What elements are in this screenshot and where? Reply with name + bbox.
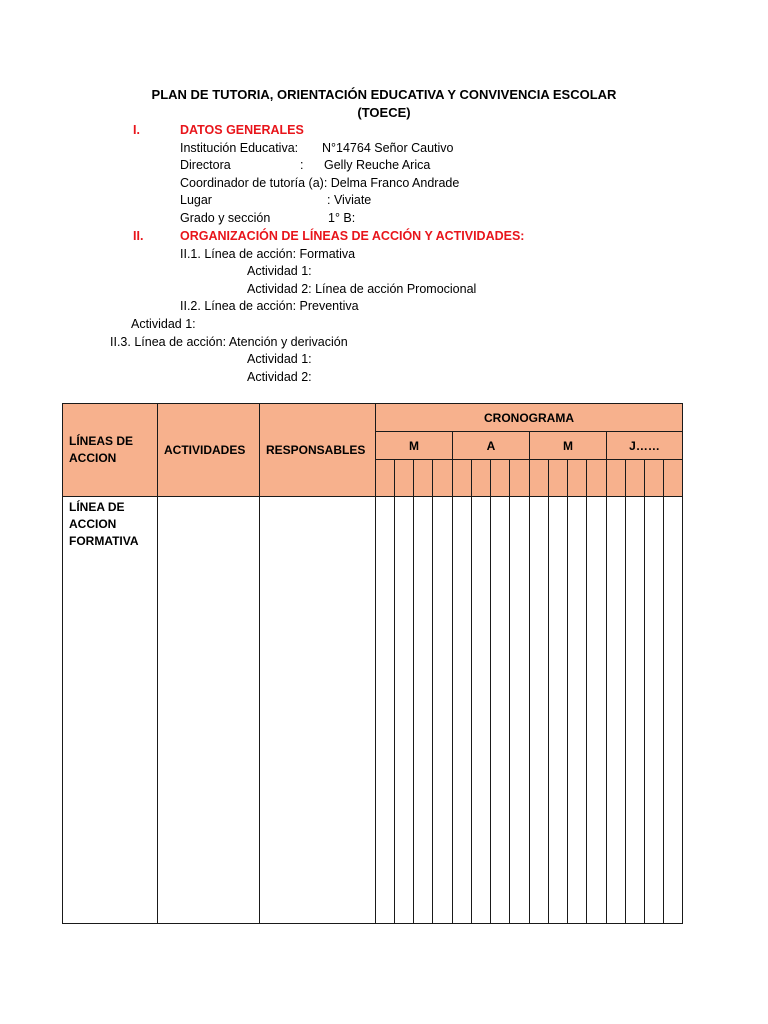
month-header: A xyxy=(453,432,530,460)
schedule-cell xyxy=(376,497,395,924)
row-label-formativa: LÍNEA DE ACCION FORMATIVA xyxy=(63,497,158,924)
week-cell xyxy=(530,460,549,497)
section-2-number: II. xyxy=(133,229,144,243)
line-item: II.1. Línea de acción: Formativa xyxy=(180,247,356,261)
field-lugar-label: Lugar xyxy=(180,193,212,207)
document-subtitle: (TOECE) xyxy=(357,105,411,120)
month-header: M xyxy=(530,432,607,460)
week-cell xyxy=(607,460,626,497)
week-cell xyxy=(453,460,472,497)
activities-cell xyxy=(158,497,260,924)
field-grado-value: 1° B: xyxy=(328,211,356,225)
week-cell xyxy=(568,460,587,497)
line-item: II.2. Línea de acción: Preventiva xyxy=(180,299,359,313)
schedule-cell xyxy=(510,497,530,924)
section-2-heading: ORGANIZACIÓN DE LÍNEAS DE ACCIÓN Y ACTIVIDADES: xyxy=(180,229,525,243)
field-grado-label: Grado y sección xyxy=(180,211,271,225)
section-1-heading: DATOS GENERALES xyxy=(180,123,304,137)
line-item: II.3. Línea de acción: Atención y derivación xyxy=(110,335,348,349)
week-cell xyxy=(433,460,453,497)
schedule-cell xyxy=(453,497,472,924)
week-cell xyxy=(645,460,664,497)
schedule-cell xyxy=(414,497,433,924)
schedule-cell xyxy=(530,497,549,924)
week-cell xyxy=(491,460,510,497)
line-item: Actividad 1: xyxy=(247,352,312,366)
line-item: Actividad 1: xyxy=(131,317,196,331)
header-actividades: ACTIVIDADES xyxy=(158,404,260,497)
week-cell xyxy=(414,460,433,497)
line-item: Actividad 2: xyxy=(247,370,312,384)
line-item: Actividad 1: xyxy=(247,264,312,278)
schedule-cell xyxy=(645,497,664,924)
week-cell xyxy=(472,460,491,497)
week-cell xyxy=(626,460,645,497)
field-coordinador: Coordinador de tutoría (a): Delma Franco Andrade xyxy=(180,176,460,190)
document-title: PLAN DE TUTORIA, ORIENTACIÓN EDUCATIVA Y CONVIVENCIA ESCOLAR xyxy=(151,87,617,102)
schedule-cell xyxy=(664,497,683,924)
week-cell xyxy=(587,460,607,497)
field-directora-label: Directora xyxy=(180,158,231,172)
week-cell xyxy=(664,460,683,497)
schedule-cell xyxy=(472,497,491,924)
responsables-cell xyxy=(260,497,376,924)
field-directora-value: Gelly Reuche Arica xyxy=(324,158,431,172)
header-lineas-de-accion: LÍNEAS DE ACCION xyxy=(63,404,158,497)
schedule-cell xyxy=(433,497,453,924)
field-lugar-value: : Viviate xyxy=(327,193,372,207)
schedule-cell xyxy=(626,497,645,924)
header-cronograma: CRONOGRAMA xyxy=(376,404,683,432)
week-cell xyxy=(376,460,395,497)
line-item: Actividad 2: Línea de acción Promocional xyxy=(247,282,477,296)
header-responsables: RESPONSABLES xyxy=(260,404,376,497)
cronograma-table xyxy=(62,403,683,924)
week-cell xyxy=(510,460,530,497)
field-directora-sep: : xyxy=(300,158,304,172)
month-header: M xyxy=(376,432,453,460)
month-header: J…… xyxy=(607,432,683,460)
schedule-cell xyxy=(568,497,587,924)
schedule-cell xyxy=(491,497,510,924)
week-cell xyxy=(549,460,568,497)
schedule-cell xyxy=(549,497,568,924)
schedule-cell xyxy=(587,497,607,924)
field-institucion-label: Institución Educativa: xyxy=(180,141,299,155)
field-institucion-value: N°14764 Señor Cautivo xyxy=(322,141,454,155)
section-1-number: I. xyxy=(133,123,140,137)
schedule-cell xyxy=(607,497,626,924)
schedule-cell xyxy=(395,497,414,924)
week-cell xyxy=(395,460,414,497)
